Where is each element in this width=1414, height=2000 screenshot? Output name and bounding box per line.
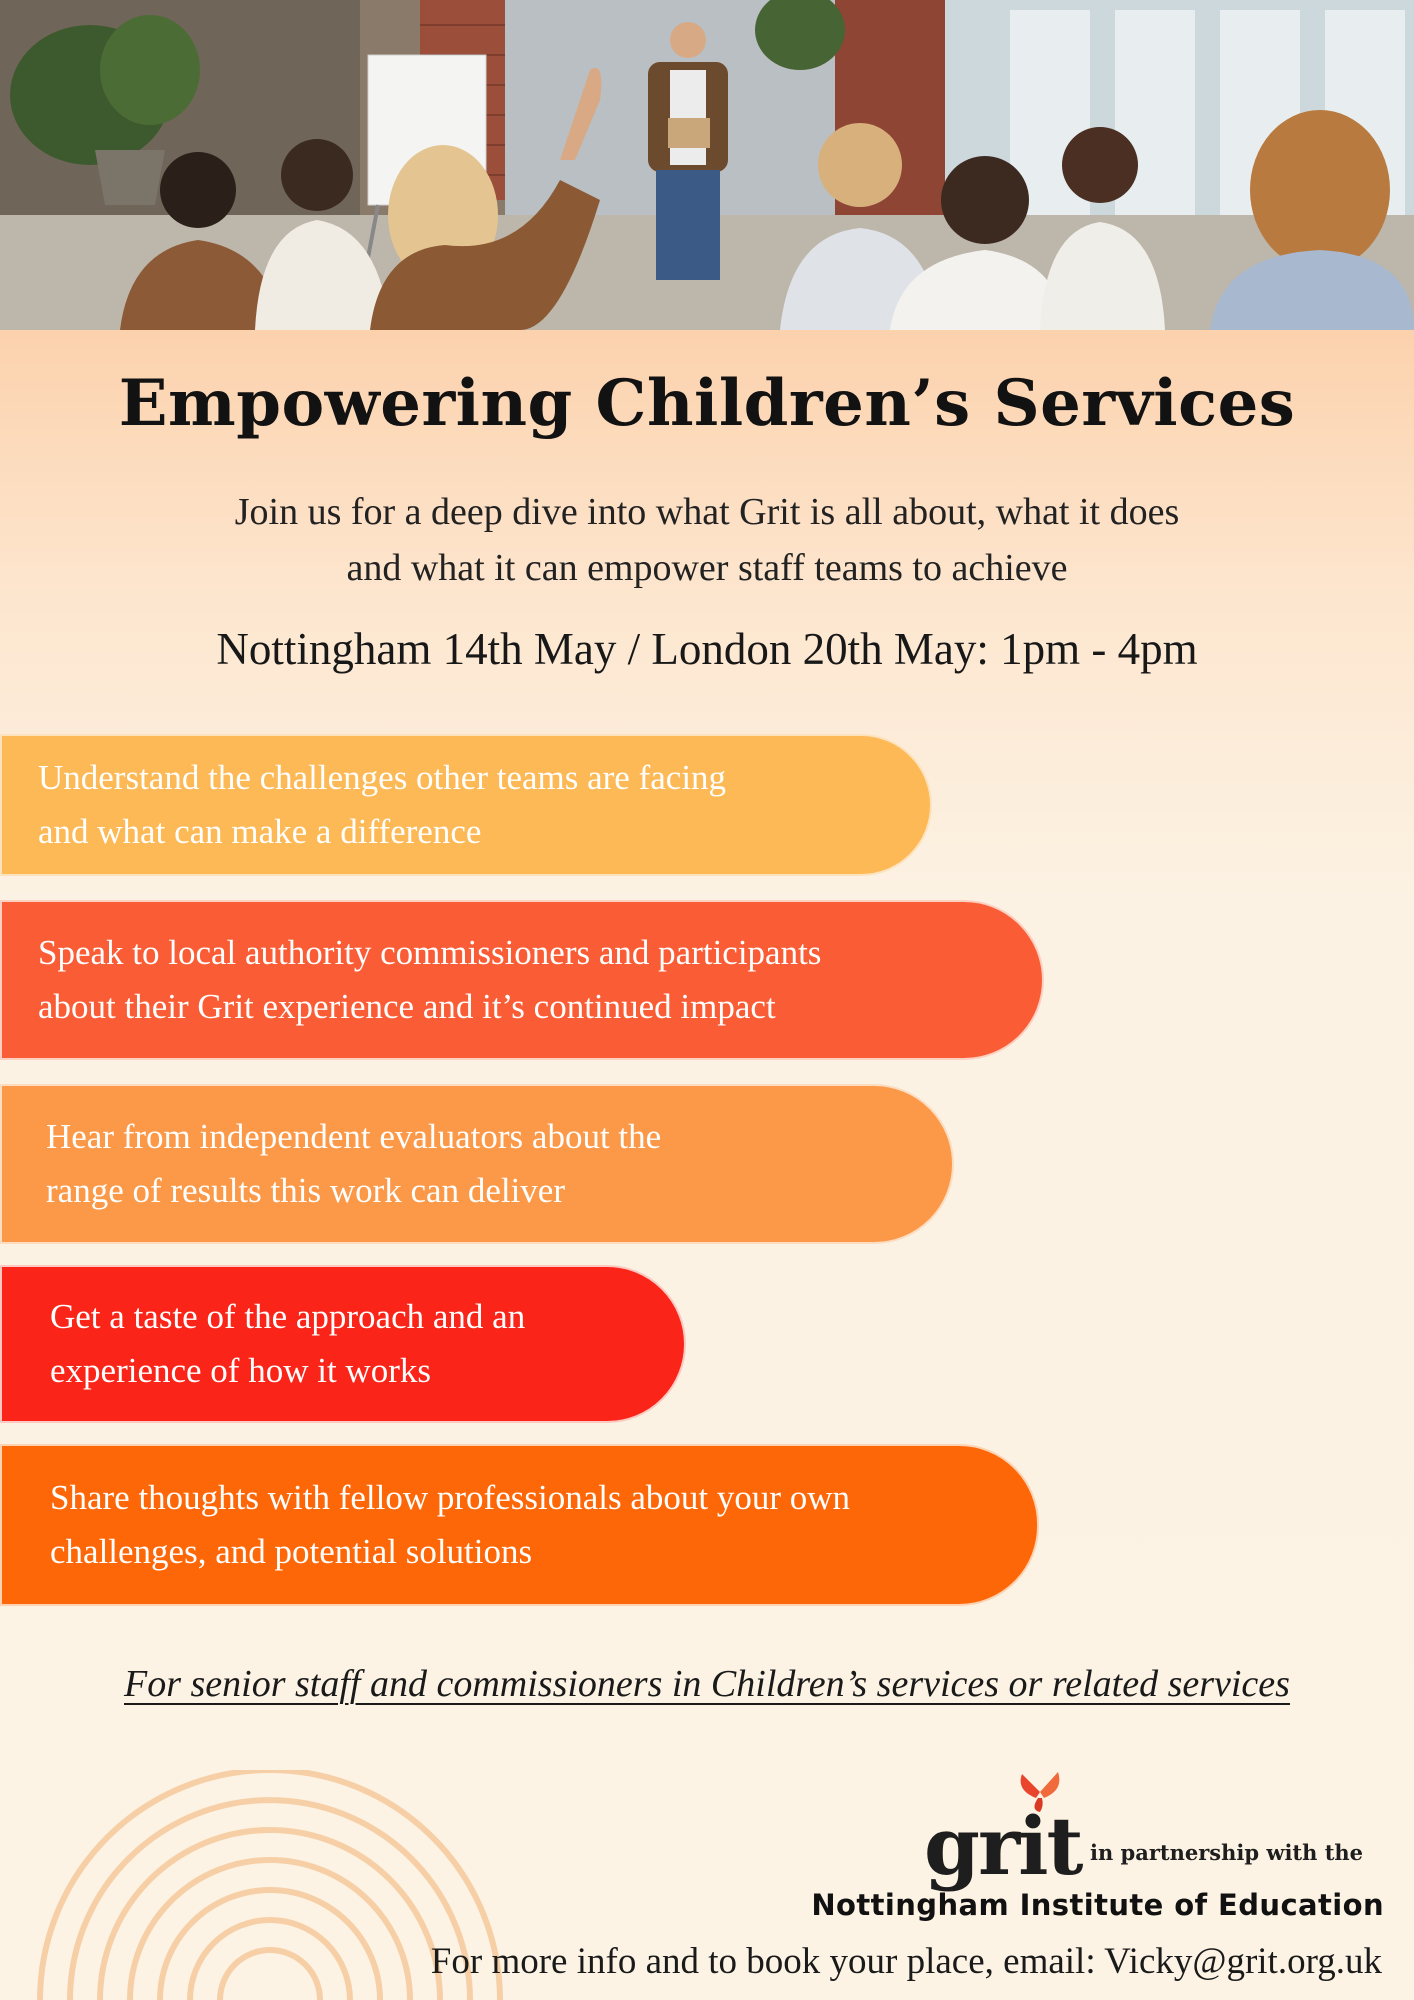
benefit-line: experience of how it works [50, 1351, 431, 1390]
partner-prefix: in partnership with the [1090, 1840, 1364, 1865]
event-dates: Nottingham 14th May / London 20th May: 1pm - 4pm [216, 624, 1198, 674]
target-audience: For senior staff and commissioners in Children’s services or related services [124, 1663, 1290, 1705]
grit-logo: grit [924, 1799, 1082, 1893]
benefit-pill [0, 900, 1044, 1060]
benefit-pill [0, 1084, 954, 1244]
benefit-line: range of results this work can deliver [46, 1171, 566, 1210]
benefit-line: Share thoughts with fellow professionals about your own [50, 1478, 851, 1517]
benefit-line: Speak to local authority commissioners and participants [38, 933, 822, 972]
benefit-line: challenges, and potential solutions [50, 1532, 533, 1571]
benefit-line: Understand the challenges other teams are facing [38, 758, 727, 797]
hero-photo [0, 0, 1414, 330]
benefit-line: and what can make a difference [38, 812, 482, 851]
benefit-line: Get a taste of the approach and an [50, 1297, 526, 1336]
subtitle-line-2: and what it can empower staff teams to achieve [346, 547, 1068, 589]
benefit-line: Hear from independent evaluators about the [46, 1117, 662, 1156]
partner-name: Nottingham Institute of Education [811, 1888, 1384, 1922]
benefit-pill [0, 1444, 1039, 1606]
benefit-pill [0, 734, 932, 876]
subtitle-line-1: Join us for a deep dive into what Grit is all about, what it does [234, 491, 1180, 533]
benefit-pill [0, 1265, 686, 1423]
benefit-line: about their Grit experience and it’s continued impact [38, 987, 776, 1026]
subtitle [107, 484, 1307, 596]
contact-info: For more info and to book your place, email: Vicky@grit.org.uk [430, 1941, 1382, 1982]
page-title: Empowering Children’s Services [118, 366, 1296, 441]
